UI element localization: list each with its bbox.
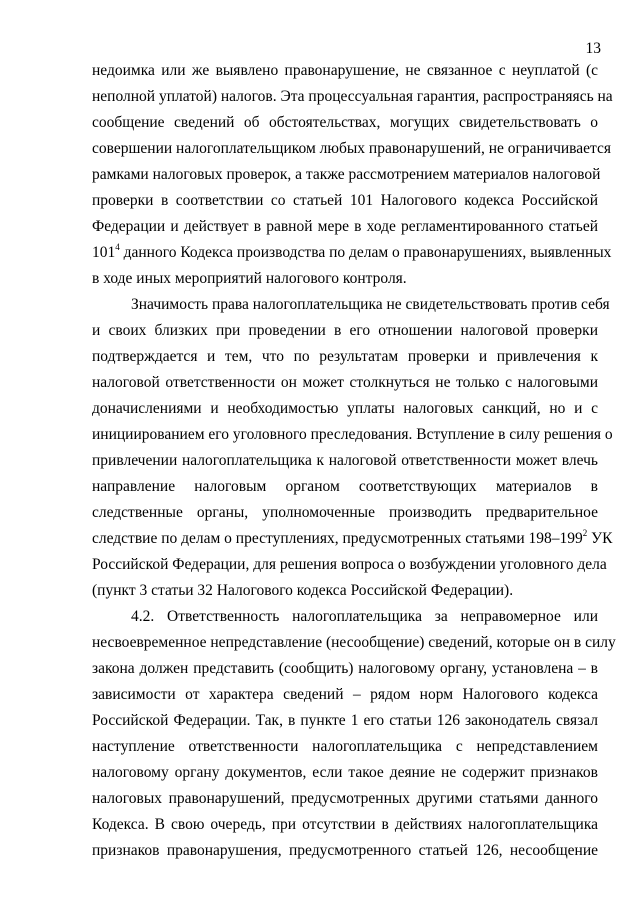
text-line: привлечении налогоплательщика к налоговой ответственности может влечь [92,452,598,469]
text-line: недоимка или же выявлено правонарушение, не связанное с неуплатой (с [92,62,598,79]
text-line: Российской Федерации. Так, в пункте 1 его статьи 126 законодатель связал [92,712,598,729]
text-line: Федерации и действует в равной мере в ходе регламентированного статьей [92,218,598,235]
text-line: налоговой ответственности он может столкнуться не только с налоговыми [92,374,598,391]
text-line: проверки в соответствии со статьей 101 Налогового кодекса Российской [92,192,598,209]
text-line: совершении налогоплательщиком любых правонарушений, не ограничивается [92,140,612,157]
text-line: неполной уплатой) налогов. Эта процессуальная гарантия, распространяясь на [92,88,613,105]
text-line: Значимость права налогоплательщика не свидетельствовать против себя [131,296,610,313]
text-line: рамками налоговых проверок, а также рассмотрением материалов налоговой [92,166,601,183]
superscript: 4 [115,242,120,252]
text-line: Кодекса. В свою очередь, при отсутствии в действиях налогоплательщика [92,816,598,833]
text-line: инициированием его уголовного преследования. Вступление в силу решения о [92,426,613,443]
text-line: следственные органы, уполномоченные производить предварительное [92,504,598,521]
text-line: налоговых правонарушений, предусмотренных другими статьями данного [92,790,598,807]
page-number: 13 [585,40,601,57]
text-line: сообщение сведений об обстоятельствах, могущих свидетельствовать о [92,114,598,131]
text-line: Российской Федерации, для решения вопроса о возбуждении уголовного дела [92,556,607,573]
superscript: 2 [582,528,588,538]
text-line: следствие по делам о преступлениях, предусмотренных статьями $198-199^2$ УК [92,528,613,547]
text-line: зависимости от характера сведений – рядом норм Налогового кодекса [92,686,598,703]
text-line: и своих близких при проведении в его отношении налоговой проверки [92,322,598,339]
text-line: (пункт 3 статьи 32 Налогового кодекса Российской Федерации). [92,582,514,599]
text-line: 4.2. Ответственность налогоплательщика за неправомерное или [131,608,598,625]
text-line: в ходе иных мероприятий налогового контроля. [92,270,407,287]
text-line: $101^4$ данного Кодекса производства по делам о правонарушениях, выявленных [92,242,612,261]
text-line: признаков правонарушения, предусмотренного статьей 126, несообщение [92,842,598,859]
text-line: закона должен представить (сообщить) налоговому органу, установлена – в [92,660,598,677]
text-line: несвоевременное непредставление (несообщение) сведений, которые он в силу [92,634,616,651]
text-line: наступление ответственности налогоплательщика с непредставлением [92,738,598,755]
text-line: налоговому органу документов, если такое деяние не содержит признаков [92,764,598,781]
text-line: доначислениями и необходимостью уплаты налоговых санкций, но и с [92,400,598,417]
text-line: направление налоговым органом соответствующих материалов в [92,478,598,495]
text-line: подтверждается и тем, что по результатам проверки и привлечения к [92,348,598,365]
